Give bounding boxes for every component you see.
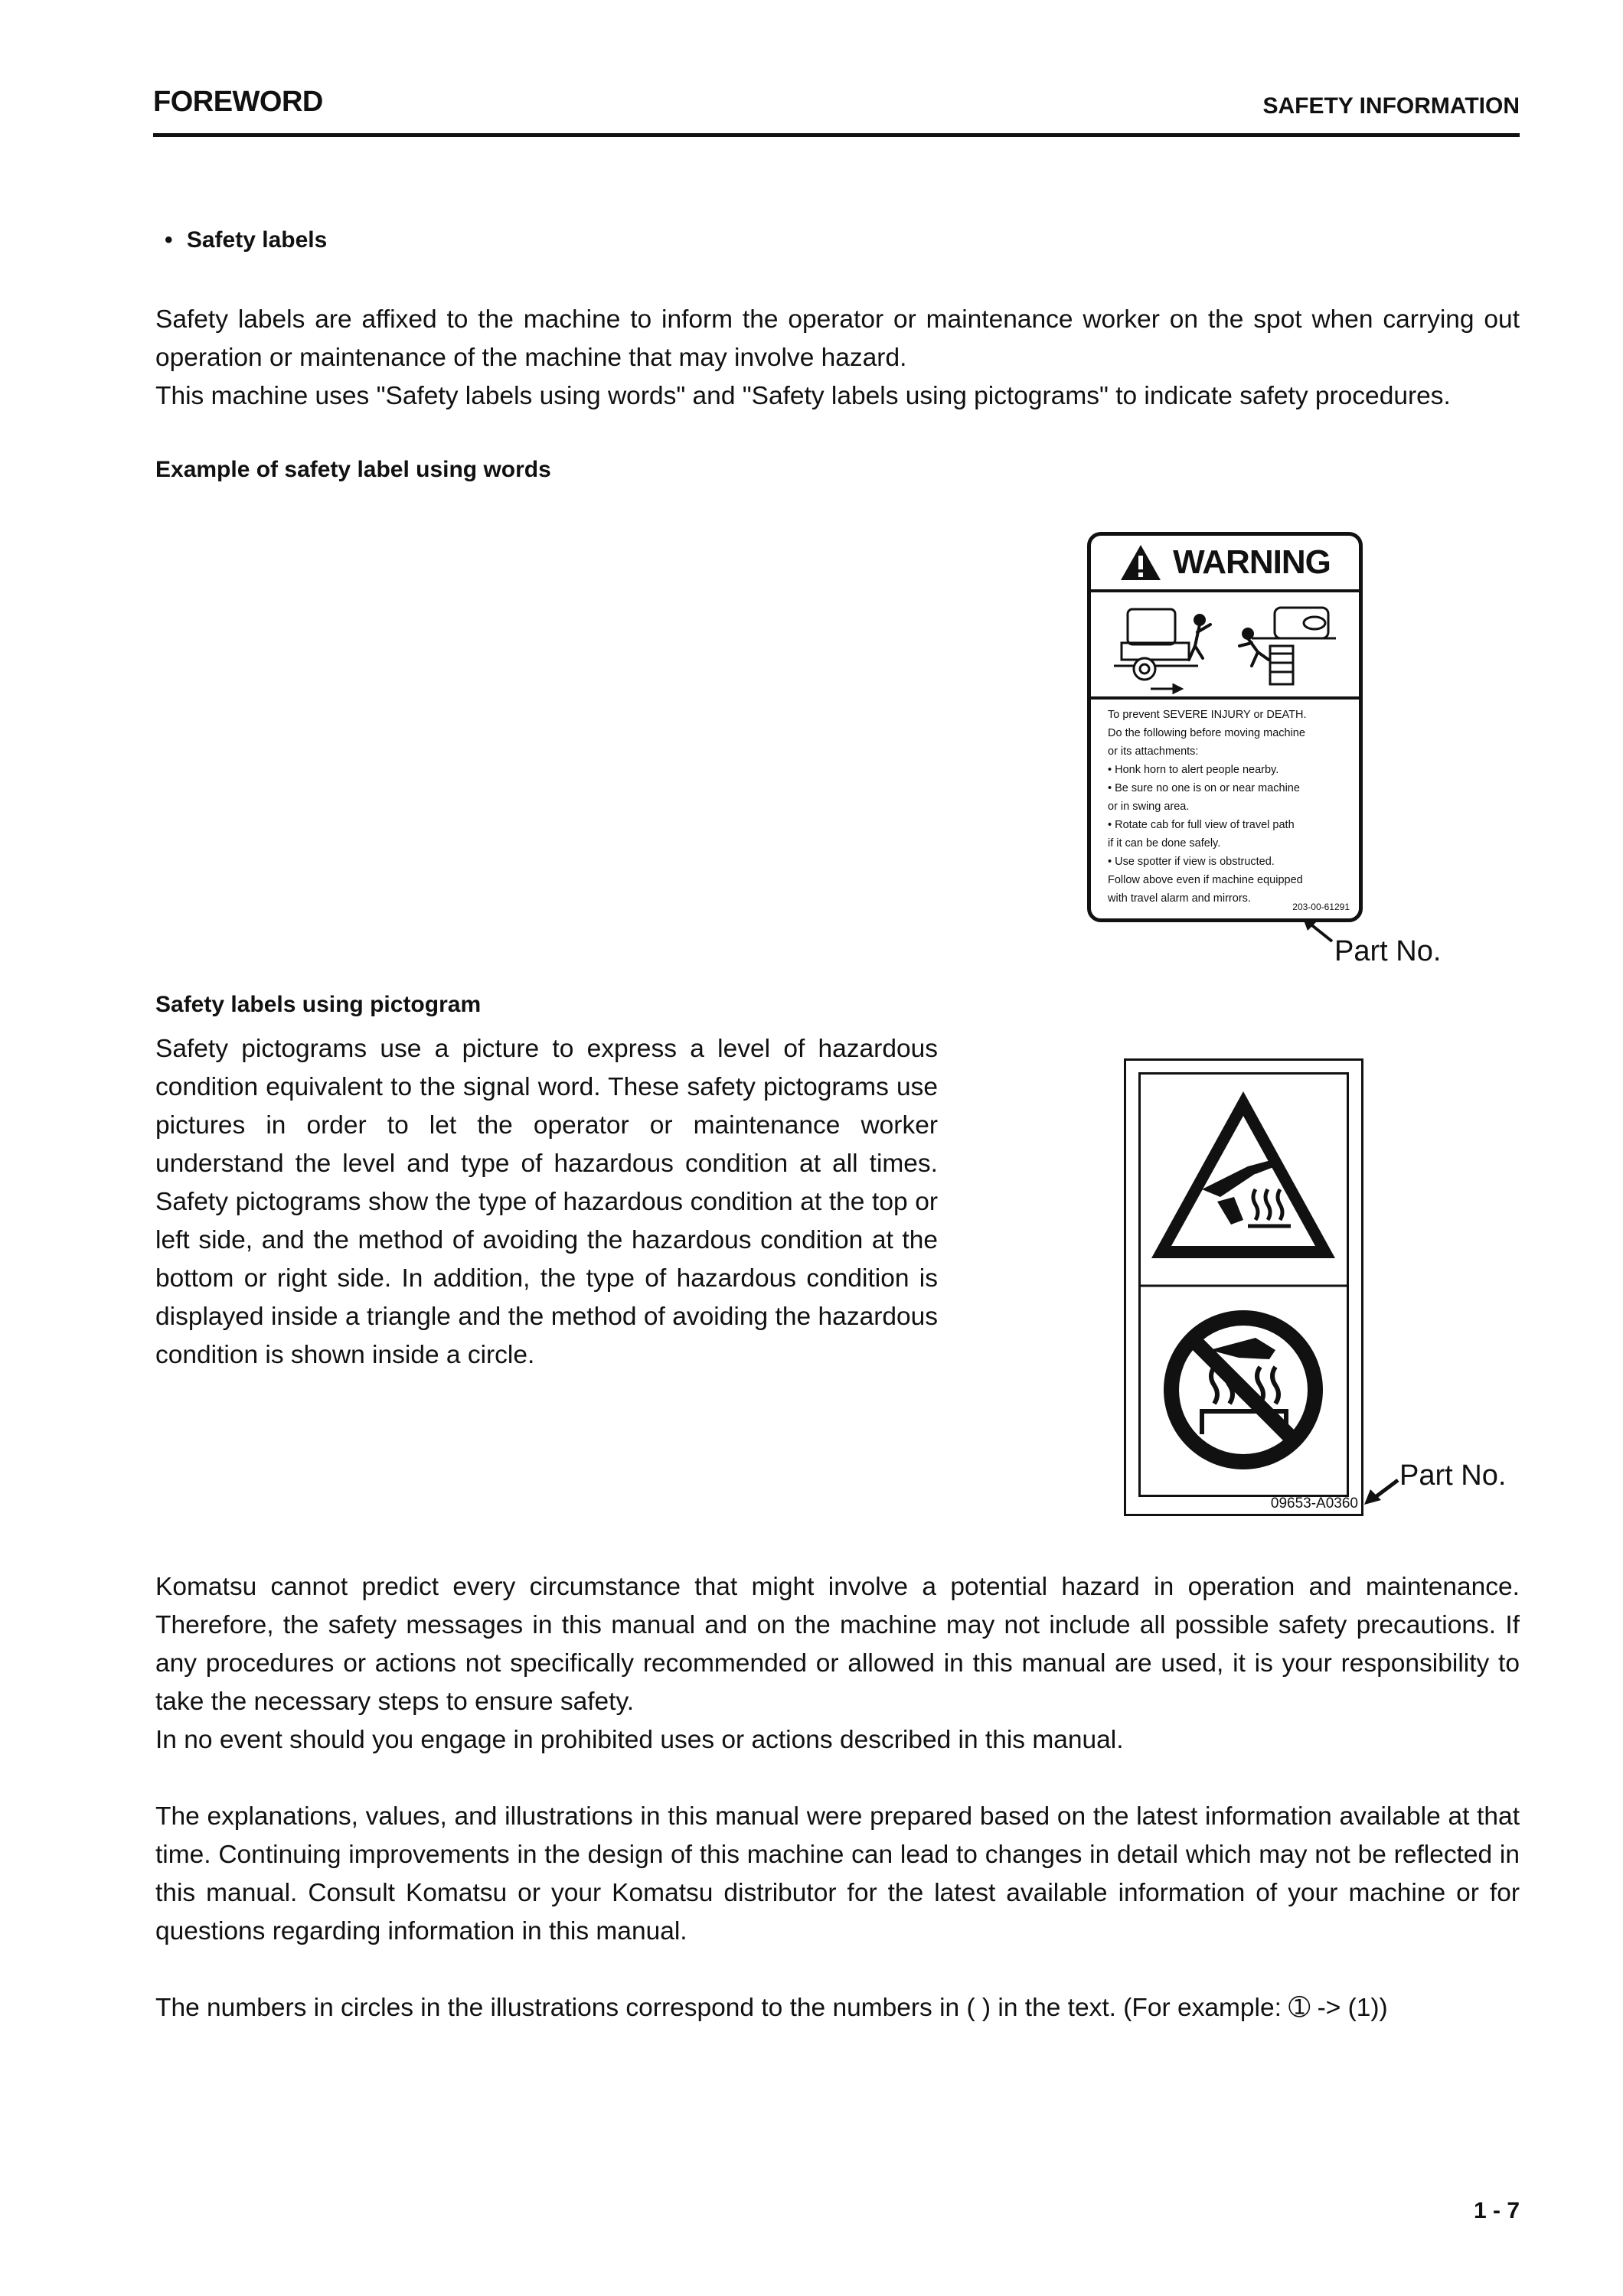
part-number-label: Part No. — [1399, 1459, 1507, 1492]
part-number-label: Part No. — [1334, 935, 1442, 967]
header-topic-title: SAFETY INFORMATION — [1262, 93, 1520, 119]
pictogram-paragraph-text: Safety pictograms use a picture to express a level of hazardous condition equivalent to the signal word. These safety pictograms use pictures in order to let the operator or maintenance worker understand the level and type of hazardous condition at all times. Safety pictograms show the type of hazardous condition at the top or left side, and the method of avoiding the hazardous condition at the bottom or right side. In addition, the type of hazardous condition is displayed inside a triangle and the method of avoiding the hazardous condition is shown inside a circle. — [155, 1035, 938, 1369]
warning-label-line: • Use spotter if view is obstructed. — [1108, 856, 1275, 868]
numbers-note-text: The numbers in circles in the illustrations correspond to the numbers in ( ) in the text. (For example: ➀ -> (1)) — [155, 1994, 1388, 2022]
disclaimer-paragraph — [155, 1568, 1520, 1760]
bullet-icon: • — [165, 227, 173, 253]
safety-labels-heading-text: Safety labels — [186, 227, 328, 253]
numbers-note-paragraph — [155, 1989, 1520, 2027]
safety-labels-paragraph-line: Safety labels are affixed to the machine to inform the operator or maintenance worker on the spot when carrying out operation or maintenance of the machine that may involve hazard. — [155, 305, 1520, 372]
warning-banner — [1091, 536, 1359, 592]
pictogram-frame — [1138, 1072, 1349, 1497]
header-section-title: FOREWORD — [153, 86, 323, 118]
header-divider — [153, 133, 1520, 137]
hot-surface-pictogram-icon — [1141, 1075, 1347, 1495]
warning-pictures — [1091, 592, 1359, 700]
warning-label-line: • Rotate cab for full view of travel path — [1108, 819, 1295, 831]
pictogram-paragraph — [155, 1030, 938, 1375]
pictogram-label-illustration — [1124, 1058, 1363, 1516]
warning-label-line: • Honk horn to alert people nearby. — [1108, 764, 1279, 776]
warning-label-line: if it can be done safely. — [1108, 837, 1221, 850]
warning-label-line: Do the following before moving machine — [1108, 727, 1305, 739]
arrow-pointer-icon — [1363, 1476, 1401, 1506]
warning-label-line: or its attachments: — [1108, 745, 1199, 758]
warning-triangle-icon — [1119, 543, 1162, 582]
disclaimer-paragraph-text: In no event should you engage in prohibited uses or actions described in this manual. — [155, 1726, 1124, 1754]
explanations-paragraph — [155, 1798, 1520, 1951]
example-words-heading: Example of safety label using words — [155, 457, 551, 482]
warning-label-line: or in swing area. — [1108, 801, 1190, 813]
arrow-pointer-icon — [1301, 915, 1337, 946]
safety-labels-paragraph — [155, 301, 1520, 416]
pictogram-heading: Safety labels using pictogram — [155, 992, 482, 1017]
warning-label-line: • Be sure no one is on or near machine — [1108, 782, 1300, 794]
warning-label-illustration — [1087, 532, 1363, 922]
page-number: 1 - 7 — [1473, 2198, 1520, 2223]
safety-labels-paragraph-line: This machine uses "Safety labels using words" and "Safety labels using pictograms" to indicate safety procedures. — [155, 382, 1451, 410]
warning-label-text — [1108, 706, 1353, 908]
warning-label-line: To prevent SEVERE INJURY or DEATH. — [1108, 709, 1307, 721]
disclaimer-paragraph-text: Komatsu cannot predict every circumstance that might involve a potential hazard in operation and maintenance. Therefore, the safety messages in this manual and on the machine may not include all possible safety precautions. If any procedures or actions not specifically recommended or allowed in this manual are used, it is your responsibility to take the necessary steps to ensure safety. — [155, 1573, 1520, 1716]
warning-label-code: 203-00-61291 — [1292, 902, 1350, 912]
warning-signal-word: WARNING — [1173, 543, 1331, 581]
machine-hazard-icon — [1091, 592, 1359, 696]
warning-label-line: Follow above even if machine equipped — [1108, 874, 1303, 886]
safety-labels-heading — [165, 227, 327, 253]
explanations-paragraph-text: The explanations, values, and illustrations in this manual were prepared based on the latest information available at that time. Continuing improvements in the design of this machine can lead to changes in detail which may not be reflected in this manual. Consult Komatsu or your Komatsu distributor for the latest available information of your machine or for questions regarding information in this manual. — [155, 1802, 1520, 1945]
pictogram-label-code: 09653-A0360 — [1270, 1495, 1358, 1512]
warning-label-line: with travel alarm and mirrors. — [1108, 892, 1251, 905]
